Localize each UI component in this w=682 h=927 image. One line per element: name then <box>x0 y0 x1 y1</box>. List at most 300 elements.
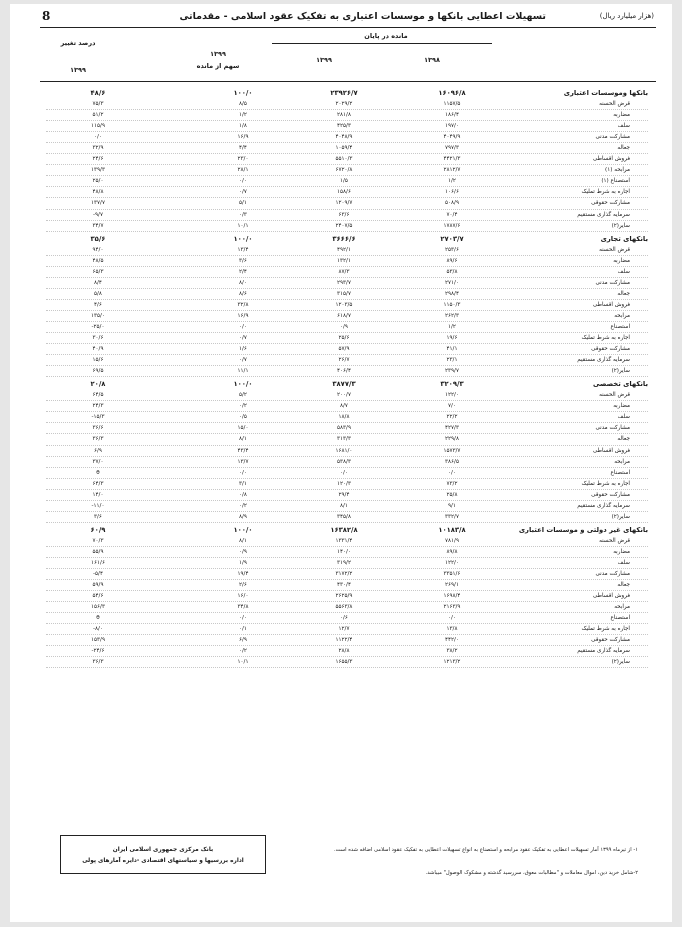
table-row <box>46 278 648 289</box>
row-label: سرمایه گذاری مستقیم <box>577 648 630 655</box>
table-row <box>46 110 648 121</box>
cell-share: ۰/۰ <box>239 615 247 622</box>
cell-1398: ۲۵۳/۶ <box>445 246 459 253</box>
cell-1398: ۱۱۵۷/۵ <box>443 101 461 108</box>
row-label: جعاله <box>617 582 630 589</box>
cell-1398: ۸۹/۶ <box>446 257 458 264</box>
cell-1399: ۲۸/۸ <box>338 648 350 655</box>
cell-1398: ۳۲۰۹/۳ <box>440 380 464 389</box>
table-row <box>46 355 648 366</box>
table-row <box>46 657 648 668</box>
cell-1399: ۲۸۱/۸ <box>337 112 351 119</box>
cell-1399: ۱۳۳۱/۴ <box>335 537 353 544</box>
cell-1398: ۱۷۸۷/۶ <box>443 222 461 229</box>
cell-change: ۳۶/۶ <box>92 425 104 432</box>
cell-change: ۶۴/۵ <box>92 392 104 399</box>
row-label: سرمایه گذاری مستقیم <box>577 211 630 218</box>
cell-1399: ۱۴۰/۰ <box>337 548 351 555</box>
cell-1399: ۴۲۵/۳ <box>337 123 351 130</box>
cell-1398: ۱۱۵۰/۳ <box>443 301 461 308</box>
cell-share: ۴۳/۴ <box>237 447 249 454</box>
cell-1399: ۱۲۰۳/۵ <box>335 301 353 308</box>
cell-share: ۱۶/۰ <box>237 593 249 600</box>
cell-share: ۰/۰ <box>239 469 247 476</box>
row-label: مضاربه <box>613 112 630 119</box>
cell-share: ۱۹/۴ <box>237 571 249 578</box>
cell-share: ۲/۴ <box>239 268 247 275</box>
row-label: مرابحه <box>614 458 630 465</box>
share-year-header: ۱۳۹۹ <box>210 50 226 58</box>
table-group-row <box>46 234 648 245</box>
cell-share: ۲۸/۱ <box>237 167 249 174</box>
cell-share: ۵/۲ <box>239 392 247 399</box>
table-group-row <box>46 88 648 99</box>
cell-change: ۵/۸ <box>94 290 102 297</box>
cell-share: ۰/۰ <box>239 178 247 185</box>
row-label: سلف <box>617 268 630 275</box>
cell-1398: ۴۱/۱ <box>446 346 458 353</box>
cell-1399: ۱۲۰۹/۷ <box>335 200 353 207</box>
cell-1399: ۱۲/۷ <box>338 626 350 633</box>
cell-share: ۱۰۰/۰ <box>233 234 253 243</box>
cell-change: ۱۶۱/۶ <box>91 559 105 566</box>
row-label: مضاربه <box>613 403 630 410</box>
row-label: قرض الحسنه <box>599 101 630 108</box>
cell-change: θ <box>96 615 100 622</box>
table-row <box>46 602 648 613</box>
table-row <box>46 121 648 132</box>
cell-1398: ۴۰۴۹/۹ <box>443 134 461 141</box>
cell-1398: ۲۳/۱ <box>446 357 458 364</box>
cell-change: ۱۵۳/۹ <box>91 637 105 644</box>
cell-1399: ۲۶/۷ <box>338 357 350 364</box>
table-group-row <box>46 525 648 536</box>
row-label: سلف <box>617 559 630 566</box>
cell-share: ۶/۹ <box>239 637 247 644</box>
table-row <box>46 154 648 165</box>
cell-change: ۲۰/۸ <box>90 380 106 389</box>
year-1399-header: ۱۳۹۹ <box>316 56 332 64</box>
balance-group-rule <box>272 43 492 44</box>
cell-change: -۱۱/۰ <box>91 502 105 509</box>
row-label: سایر(۲) <box>611 513 630 520</box>
cell-change: ۷۵/۳ <box>92 101 104 108</box>
cell-1399: ۶۱۸/۷ <box>337 312 351 319</box>
year-1398-header: ۱۳۹۸ <box>424 56 440 64</box>
table-row <box>46 536 648 547</box>
cell-share: ۳/۱ <box>239 480 247 487</box>
row-label: مضاربه <box>613 548 630 555</box>
cell-1398: ۲۷۱/۰ <box>445 279 459 286</box>
cell-change: ۶۰/۹ <box>90 525 106 534</box>
cell-1399: ۱/۵ <box>340 178 348 185</box>
cell-1399: ۲۵/۶ <box>338 335 350 342</box>
cell-change: ۴/۶ <box>94 301 102 308</box>
cell-1399: ۲۹۳/۷ <box>337 279 351 286</box>
page-title: تسهیلات اعطایی بانکها و موسسات اعتباری به تفکیک عقود اسلامی - مقدماتی <box>179 11 546 22</box>
cell-change: ۵۴/۶ <box>92 593 104 600</box>
row-label: اجاره به شرط تملیک <box>581 626 630 633</box>
table-row <box>46 289 648 300</box>
cell-1398: ۱/۲ <box>448 178 456 185</box>
table-row <box>46 198 648 209</box>
table-row <box>46 245 648 256</box>
table-group-row <box>46 379 648 390</box>
table-row <box>46 613 648 624</box>
table-row <box>46 366 648 377</box>
cell-change: -۱۵/۳ <box>91 414 105 421</box>
cell-share: ۱/۹ <box>239 559 247 566</box>
cell-1399: ۵۳۸/۳ <box>337 458 351 465</box>
cell-1399: ۳۱۷۲/۲ <box>335 571 353 578</box>
row-label: فروش اقساطی <box>592 301 630 308</box>
cell-share: ۵/۱ <box>239 200 247 207</box>
row-label: جعاله <box>617 145 630 152</box>
table-row <box>46 210 648 221</box>
cell-1398: ۴۴۲۱/۳ <box>443 156 461 163</box>
row-label: مرابحه (۱) <box>605 167 630 174</box>
cell-1398: ۳۳۵۱/۶ <box>443 571 461 578</box>
row-label: استصناع <box>610 469 630 476</box>
cell-share: ۰/۲ <box>239 403 247 410</box>
cell-1399: ۴۰۴۸/۹ <box>335 134 353 141</box>
cell-share: ۱۱/۱ <box>237 368 249 375</box>
cell-share: ۱۰/۱ <box>237 659 249 666</box>
cell-1398: ۱۳/۸ <box>446 626 458 633</box>
cell-1399: ۸/۷ <box>340 403 348 410</box>
cell-1399: ۵۵۱۰/۳ <box>335 156 353 163</box>
row-label: مشارکت مدنی <box>595 571 630 578</box>
cell-1399: ۱۳۲/۱ <box>337 257 351 264</box>
table-row <box>46 333 648 344</box>
table-row <box>46 580 648 591</box>
cell-change: -۸/۰ <box>93 626 103 633</box>
cell-1399: ۲۹/۴ <box>338 491 350 498</box>
row-label: مرابحه <box>614 312 630 319</box>
cell-1398: ۱۹/۶ <box>446 335 458 342</box>
table-row <box>46 490 648 501</box>
cell-1398: ۲۹۸/۴ <box>445 290 459 297</box>
cell-change: -۵/۴ <box>93 571 103 578</box>
cell-1398: ۳۸/۲ <box>446 648 458 655</box>
change-header: درصد تغییر <box>60 39 96 47</box>
table-row <box>46 221 648 232</box>
cell-1398: ۵۳/۸ <box>446 268 458 275</box>
cell-1398: ۱۵۷۳/۷ <box>443 447 461 454</box>
cell-1398: ۱/۲ <box>448 323 456 330</box>
cell-change: ۱۱۵/۹ <box>91 123 105 130</box>
cell-1398: ۱۲۲/۰ <box>445 392 459 399</box>
row-label: مشارکت حقوقی <box>591 637 630 644</box>
table-row <box>46 423 648 434</box>
cell-1398: ۲۵/۸ <box>446 491 458 498</box>
page-header <box>40 8 656 28</box>
cell-share: ۸/۱ <box>239 436 247 443</box>
cell-1398: ۲۸۱۲/۷ <box>443 167 461 174</box>
cell-change: ۵۱/۲ <box>92 112 104 119</box>
cell-1398: ۲۳۹/۷ <box>445 368 459 375</box>
cell-1399: ۵۵۶۳/۸ <box>335 604 353 611</box>
table-row <box>46 256 648 267</box>
row-label: سایر(۲) <box>611 368 630 375</box>
source-line-2: اداره بررسیها و سیاستهای اقتصادی -دایره آمارهای پولی <box>82 858 244 864</box>
cell-1399: ۳۶۶۶/۶ <box>332 234 356 243</box>
row-label: بانکهای تجاری <box>600 234 648 243</box>
row-label: اجاره به شرط تملیک <box>581 480 630 487</box>
cell-1398: ۱۶۹۸/۴ <box>443 593 461 600</box>
table-row <box>46 401 648 412</box>
cell-1399: ۱۲۰/۳ <box>337 480 351 487</box>
table-row <box>46 143 648 154</box>
cell-share: ۳۴/۸ <box>237 604 249 611</box>
row-label: استصناع <box>610 323 630 330</box>
table-row <box>46 412 648 423</box>
cell-share: ۰/۳ <box>239 211 247 218</box>
cell-1398: ۴۴۲/۰ <box>445 637 459 644</box>
cell-1399: ۵۸۳/۹ <box>337 425 351 432</box>
table-row <box>46 434 648 445</box>
cell-share: ۰/۸ <box>239 491 247 498</box>
row-label: مشارکت مدنی <box>595 425 630 432</box>
footnote-1: ۱- از تیرماه ۱۳۹۹ آمار تسهیلات اعطایی به تفکیک عقود مرابحه و استصناع به انواع تسهیلات اعطایی به تفکیک عقود اسلامی اضافه شده است. <box>334 847 638 853</box>
row-label: سرمایه گذاری مستقیم <box>577 502 630 509</box>
cell-share: ۱/۸ <box>239 123 247 130</box>
table-row <box>46 390 648 401</box>
table-row <box>46 99 648 110</box>
cell-1398: ۵۰۸/۹ <box>445 200 459 207</box>
row-label: بانکهای غیر دولتی و موسسات اعتباری <box>518 525 648 534</box>
cell-1399: ۰/۶ <box>340 615 348 622</box>
cell-share: ۰/۱ <box>239 626 247 633</box>
row-label: مشارکت مدنی <box>595 134 630 141</box>
cell-share: ۳/۶ <box>239 257 247 264</box>
cell-share: ۳۲/۸ <box>237 301 249 308</box>
cell-1399: ۱۵۸/۶ <box>337 189 351 196</box>
cell-share: ۰/۰ <box>239 323 247 330</box>
cell-1398: ۷۳/۲ <box>446 480 458 487</box>
row-label: جعاله <box>617 436 630 443</box>
cell-change: ۵۹/۹ <box>92 582 104 589</box>
cell-share: ۰/۹ <box>239 548 247 555</box>
cell-1399: ۱۶۳۸۲/۸ <box>330 525 358 534</box>
cell-1399: ۳۱۵/۷ <box>337 290 351 297</box>
cell-1398: ۳۳۲/۷ <box>445 513 459 520</box>
table-row <box>46 558 648 569</box>
cell-1398: ۲۱۶۳/۹ <box>443 604 461 611</box>
cell-1398: ۹/۱ <box>448 502 456 509</box>
row-label: مرابحه <box>614 604 630 611</box>
row-label: سلف <box>617 414 630 421</box>
cell-1399: ۰/۹ <box>340 323 348 330</box>
row-label: بانکهای تخصصی <box>593 380 648 389</box>
cell-1399: ۰/۰ <box>340 469 348 476</box>
cell-1399: ۱۱۲۲/۴ <box>335 637 353 644</box>
cell-change: ۱۵/۶ <box>92 357 104 364</box>
cell-1398: ۷۰/۴ <box>446 211 458 218</box>
table-row <box>46 457 648 468</box>
row-label: سایر(۲) <box>611 222 630 229</box>
cell-change: ۶۹/۵ <box>92 368 104 375</box>
cell-1399: ۲۰۲۹/۲ <box>335 101 353 108</box>
table-row <box>46 187 648 198</box>
cell-1398: ۱۶۰۹۶/۸ <box>438 89 466 97</box>
row-label: سایر(۲) <box>611 659 630 666</box>
cell-1399: ۲۳۹۲۶/۷ <box>330 89 358 97</box>
table-row <box>46 176 648 187</box>
cell-1399: ۲۰۰/۷ <box>337 392 351 399</box>
cell-share: ۱۰/۱ <box>237 222 249 229</box>
cell-share: ۱۰۰/۰ <box>233 89 253 97</box>
cell-1398: ۱۲۲/۰ <box>445 559 459 566</box>
cell-share: ۱۵/۰ <box>237 425 249 432</box>
cell-share: ۰/۵ <box>239 414 247 421</box>
cell-change: ۳۶/۳ <box>92 436 104 443</box>
cell-1398: ۲۲۹/۸ <box>445 436 459 443</box>
cell-1398: ۳۸۶/۵ <box>445 458 459 465</box>
cell-change: ۲۵/۰ <box>92 178 104 185</box>
cell-1398: ۱۸۶/۴ <box>445 112 459 119</box>
cell-1398: ۴۲۷/۳ <box>445 425 459 432</box>
source-box <box>60 835 266 874</box>
cell-1399: ۱۸/۸ <box>338 414 350 421</box>
cell-change: ۳۵/۶ <box>90 234 106 243</box>
change-year-header: ۱۳۹۹ <box>70 66 86 74</box>
cell-1398: ۲۶۲/۳ <box>445 312 459 319</box>
cell-change: ۳۰/۶ <box>92 335 104 342</box>
cell-1399: ۱۶۵۵/۳ <box>335 659 353 666</box>
cell-1398: ۱۰۱۸۳/۸ <box>438 525 466 534</box>
cell-1399: ۸۷/۳ <box>338 268 350 275</box>
row-label: اجاره به شرط تملیک <box>581 335 630 342</box>
table-row <box>46 165 648 176</box>
row-label: استصناع (۱) <box>601 178 630 185</box>
table-row <box>46 479 648 490</box>
table-row <box>46 635 648 646</box>
row-label: قرض الحسنه <box>599 537 630 544</box>
header-bottom-rule <box>40 81 656 82</box>
cell-change: -۲۴/۶ <box>91 648 105 655</box>
cell-share: ۰/۷ <box>239 335 247 342</box>
balance-group-header: مانده در پایان <box>364 32 408 40</box>
row-label: جعاله <box>617 290 630 297</box>
cell-1398: ۱۹۷/۰ <box>445 123 459 130</box>
source-line-1: بانک مرکزی جمهوری اسلامی ایران <box>112 847 214 853</box>
cell-1399: ۳۸۷۷/۳ <box>332 380 356 389</box>
row-label: مشارکت حقوقی <box>591 200 630 207</box>
table-row <box>46 322 648 333</box>
row-label: بانکها وموسسات اعتباری <box>563 89 648 97</box>
cell-change: ۳۲/۹ <box>92 145 104 152</box>
cell-share: ۰/۲ <box>239 648 247 655</box>
table-row <box>46 591 648 602</box>
table-row <box>46 468 648 479</box>
row-label: سلف <box>617 123 630 130</box>
cell-1399: ۲۶۲۵/۹ <box>335 593 353 600</box>
cell-share: ۱/۶ <box>239 346 247 353</box>
cell-change: ۱۴/۰ <box>92 491 104 498</box>
row-label: مشارکت مدنی <box>595 279 630 286</box>
cell-change: ۱۳۹/۳ <box>91 167 105 174</box>
footnote-2: ۲-شامل خرید دین، اموال معاملات و "مطالبات معوق، سررسید گذشته و مشکوک الوصول" میباشد. <box>425 870 638 876</box>
cell-share: ۸/۱ <box>239 537 247 544</box>
cell-change: ۳۶/۳ <box>92 659 104 666</box>
row-label: مشارکت حقوقی <box>591 491 630 498</box>
cell-1399: ۴۰۶/۴ <box>337 368 351 375</box>
table-row <box>46 267 648 278</box>
share-header: سهم از مانده <box>196 62 240 70</box>
table-row <box>46 446 648 457</box>
cell-1399: ۴۳۰/۴ <box>337 582 351 589</box>
cell-change: ۴۸/۸ <box>92 189 104 196</box>
cell-change: ۱۳۷/۷ <box>91 200 105 207</box>
cell-change: ۶/۹ <box>94 447 102 454</box>
cell-1398: ۲۲/۲ <box>446 414 458 421</box>
table-row <box>46 344 648 355</box>
row-label: فروش اقساطی <box>592 447 630 454</box>
cell-change: ۲۴/۳ <box>92 403 104 410</box>
cell-share: ۴/۴ <box>239 145 247 152</box>
cell-change: ۹۴/۰ <box>92 246 104 253</box>
cell-1398: ۷۸۱/۹ <box>445 537 459 544</box>
cell-share: ۸/۹ <box>239 513 247 520</box>
cell-share: ۲۳/۰ <box>237 156 249 163</box>
row-label: استصناع <box>610 615 630 622</box>
cell-share: ۸/۵ <box>239 101 247 108</box>
cell-share: ۸/۶ <box>239 290 247 297</box>
cell-share: ۱۳/۷ <box>237 458 249 465</box>
row-label: فروش اقساطی <box>592 593 630 600</box>
table-row <box>46 646 648 657</box>
row-label: قرض الحسنه <box>599 392 630 399</box>
table-row <box>46 132 648 143</box>
cell-share: ۱۰۰/۰ <box>233 380 253 389</box>
cell-share: ۱۶/۹ <box>237 134 249 141</box>
table-row <box>46 501 648 512</box>
cell-1399: ۱۰۵۹/۴ <box>335 145 353 152</box>
cell-change: ۴۸/۶ <box>90 89 106 97</box>
cell-share: ۸/۰ <box>239 279 247 286</box>
cell-change: ۷۰/۳ <box>92 537 104 544</box>
cell-share: ۰/۷ <box>239 357 247 364</box>
cell-change: ۳۷/۰ <box>92 458 104 465</box>
cell-1399: ۸/۱ <box>340 502 348 509</box>
cell-1399: ۳۱۹/۲ <box>337 559 351 566</box>
cell-change: ۳/۶ <box>94 513 102 520</box>
cell-share: ۲/۶ <box>239 582 247 589</box>
table-row <box>46 512 648 523</box>
cell-share: ۱۶/۹ <box>237 312 249 319</box>
cell-change: ۳۴/۷ <box>92 222 104 229</box>
cell-change: ۸/۴ <box>94 279 102 286</box>
table-row <box>46 624 648 635</box>
cell-change: ۱۵۶/۳ <box>91 604 105 611</box>
cell-1399: ۳۴۵/۸ <box>337 513 351 520</box>
row-label: فروش اقساطی <box>592 156 630 163</box>
cell-1398: ۱۰۶/۶ <box>445 189 459 196</box>
cell-share: ۰/۷ <box>239 189 247 196</box>
cell-change: ۰/۰ <box>94 134 102 141</box>
row-label: سرمایه گذاری مستقیم <box>577 357 630 364</box>
row-label: مضاربه <box>613 257 630 264</box>
cell-1399: ۲۴۰۷/۵ <box>335 222 353 229</box>
cell-1398: ۰/۰ <box>448 615 456 622</box>
cell-change: ۲۴/۶ <box>92 156 104 163</box>
page-number: 8 <box>42 9 51 23</box>
document-page <box>10 4 672 922</box>
cell-1398: ۲۶۹/۱ <box>445 582 459 589</box>
table-row <box>46 300 648 311</box>
table-row <box>46 569 648 580</box>
